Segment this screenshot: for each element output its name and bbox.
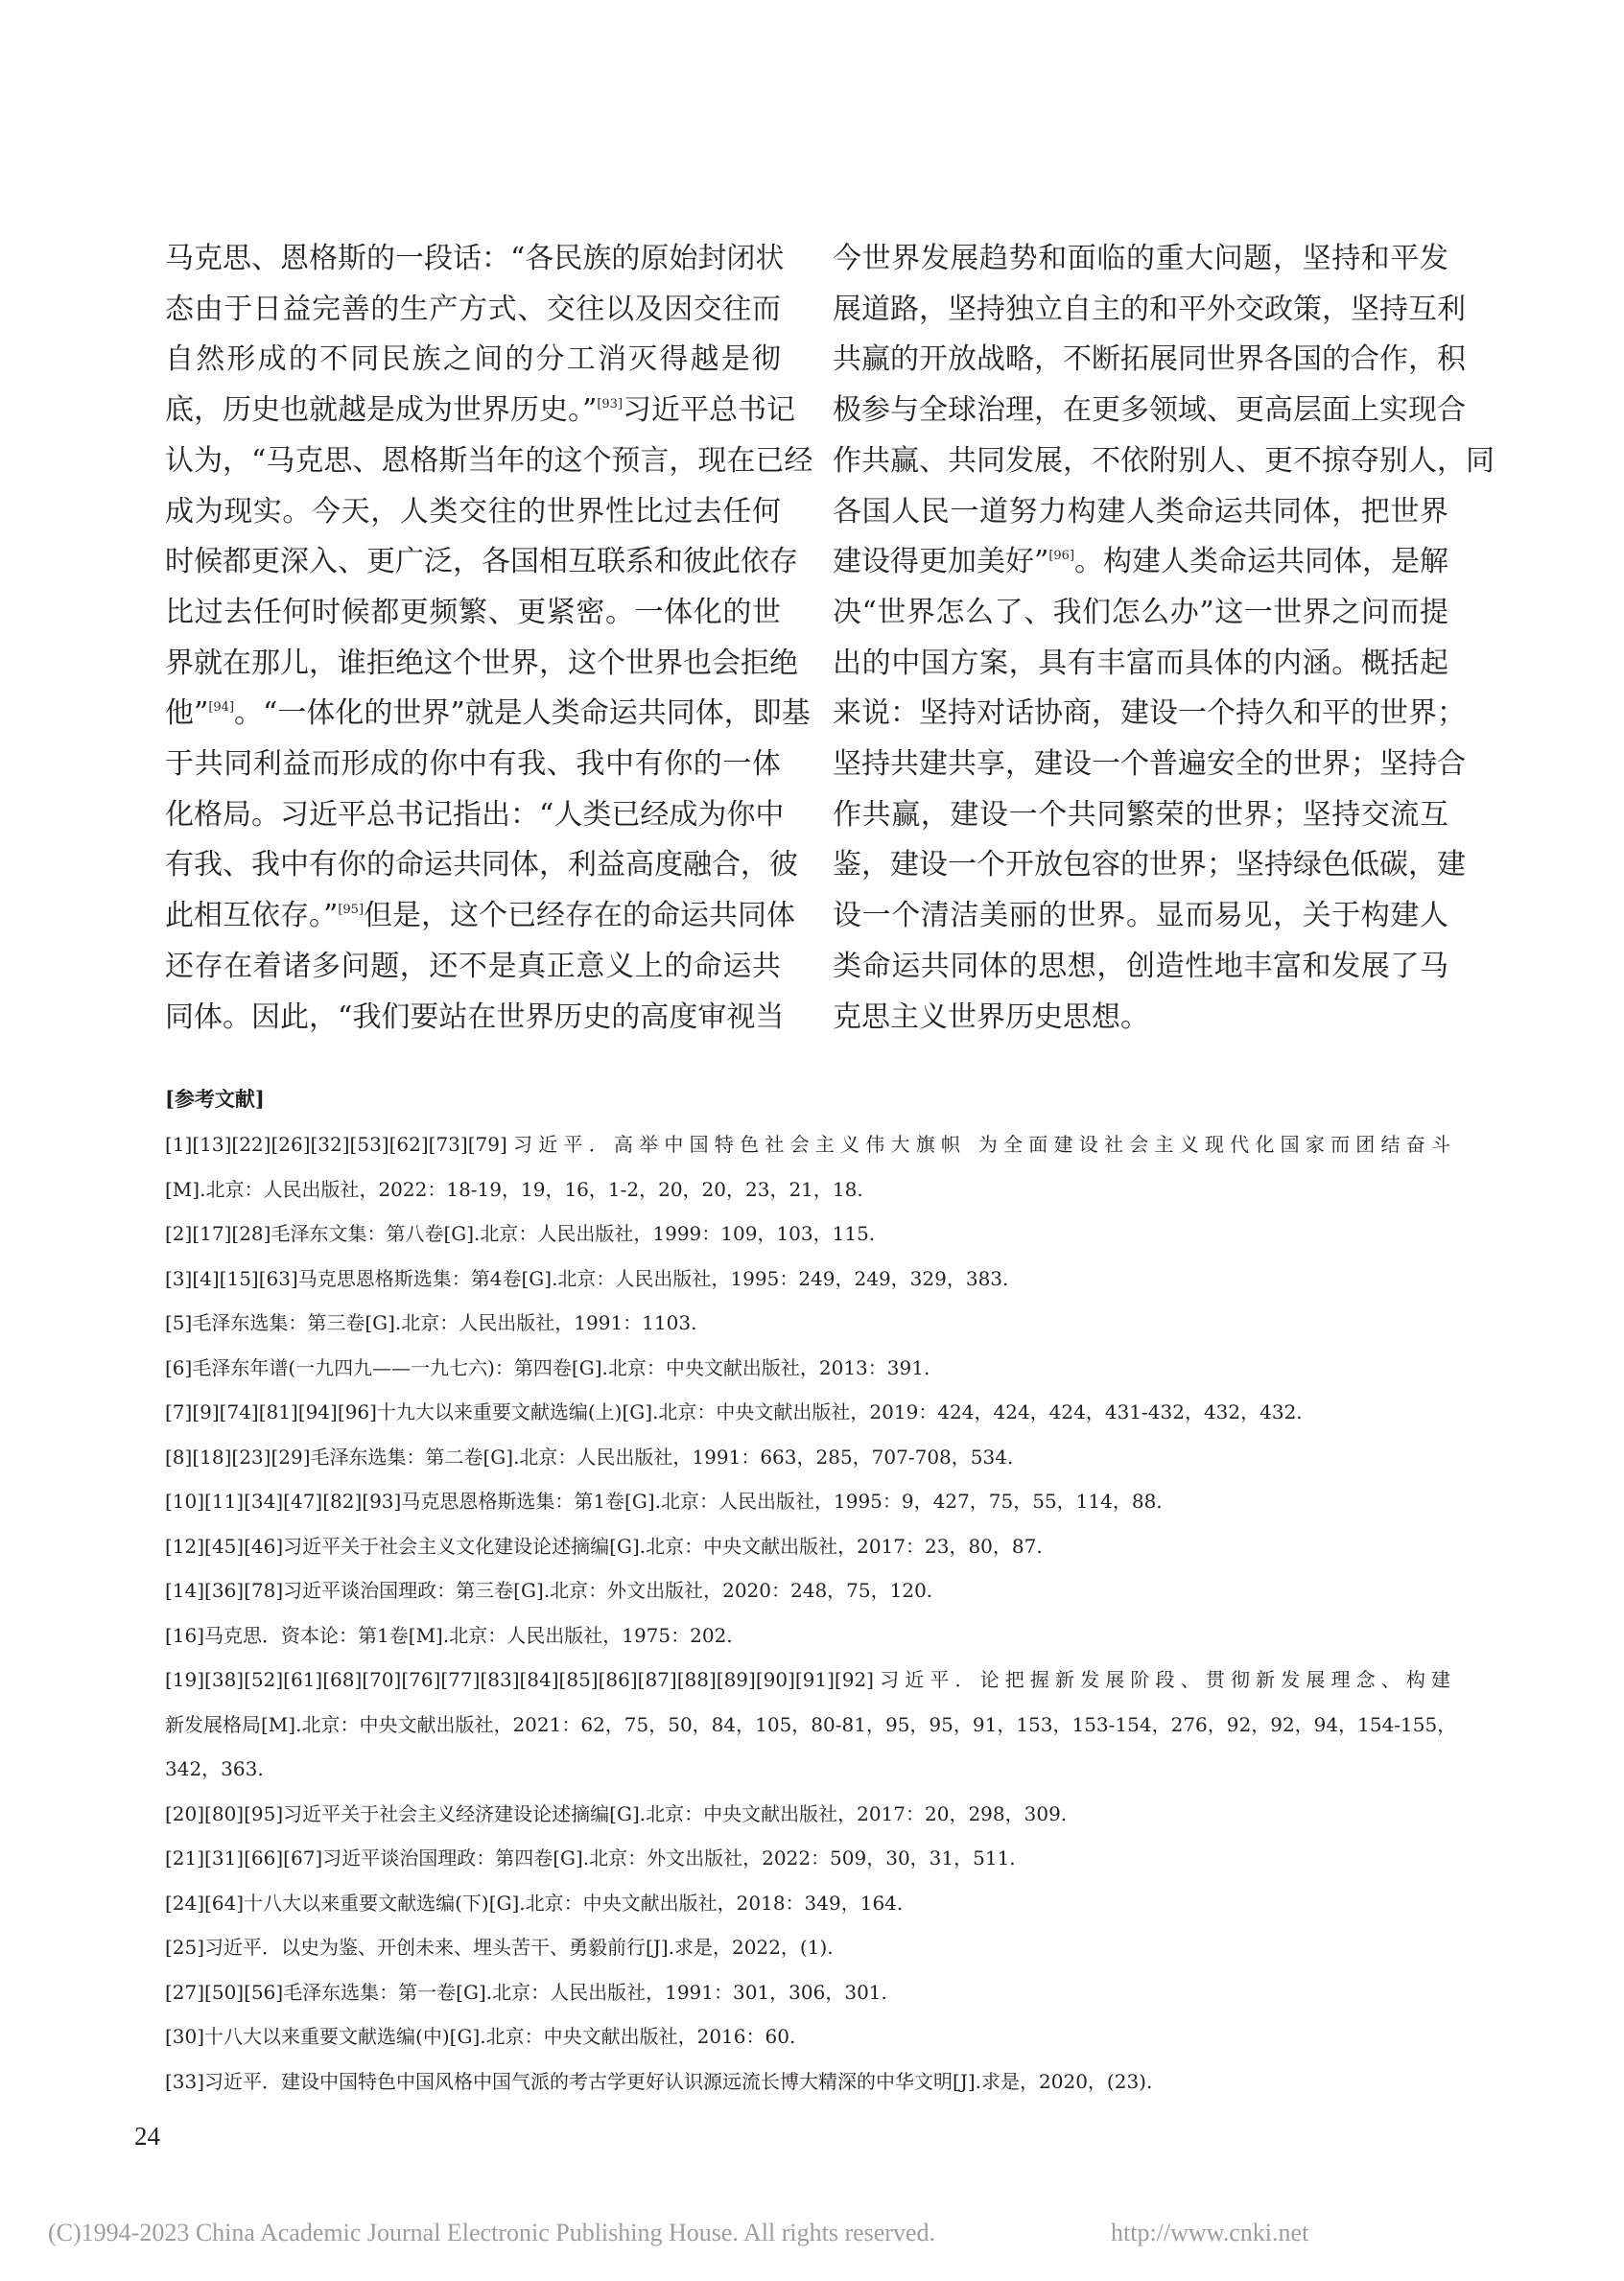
reference-entry: [3][4][15][63]马克思恩格斯选集：第4卷[G].北京：人民出版社，1995：249，249，329，383. (165, 1266, 1009, 1290)
left-column-line: 比过去任何时候都更频繁、更紧密。一体化的世 (165, 595, 781, 629)
reference-entry: 342，363. (165, 1757, 264, 1780)
right-column-line: 出的中国方案，具有丰富而具体的内涵。概括起 (833, 646, 1448, 680)
reference-entry: [6]毛泽东年谱(一九四九——一九七六)：第四卷[G].北京：中央文献出版社，2013：391. (165, 1355, 930, 1379)
reference-entry: [1][13][22][26][32][53][62][73][79]习近平．高举中国特色社会主义伟大旗帜 为全面建设社会主义现代化国家而团结奋斗 (165, 1133, 1450, 1156)
left-column-line: 还存在着诸多问题，还不是真正意义上的命运共 (165, 949, 781, 983)
left-column-line: 马克思、恩格斯的一段话：“各民族的原始封闭状 (165, 242, 785, 275)
left-column-line: 同体。因此，“我们要站在世界历史的高度审视当 (165, 999, 785, 1034)
reference-entry: [30]十八大以来重要文献选编(中)[G].北京：中央文献出版社，2016：60. (165, 2025, 796, 2048)
right-column-line: 鉴，建设一个开放包容的世界；坚持绿色低碳，建 (833, 848, 1466, 882)
reference-entry: [8][18][23][29]毛泽东选集：第二卷[G].北京：人民出版社，1991：663，285，707-708，534. (165, 1445, 1014, 1469)
footer-url-link[interactable]: http://www.cnki.net (1111, 2219, 1309, 2246)
copyright-footer (48, 2216, 1333, 2250)
citation-superscript: [94] (208, 700, 235, 716)
references-list (165, 1122, 1457, 2104)
right-column-line: 类命运共同体的思想，创造性地丰富和发展了马 (833, 949, 1448, 983)
body-text-left-column (165, 234, 813, 1043)
right-column-line: 建设得更加美好”[96]。构建人类命运共同体，是解 (833, 545, 1449, 579)
citation-superscript: [96] (1048, 549, 1075, 564)
reference-entry: [19][38][52][61][68][70][76][77][83][84][85][86][87][88][89][90][91][92]习近平．论把握新发展阶段、贯彻新发展理念、构建 (165, 1668, 1450, 1691)
references-heading: [参考文献] (165, 1087, 265, 1111)
reference-entry: [7][9][74][81][94][96]十九大以来重要文献选编(上)[G].北京：中央文献出版社，2019：424，424，424，431-432，432，432. (165, 1400, 1303, 1423)
left-column-line: 自然形成的不同民族之间的分工消灭得越是彻 (165, 342, 781, 377)
reference-entry: 新发展格局[M].北京：中央文献出版社，2021：62，75，50，84，105，80-81，95，95，91，153，153-154，276，92，92，94，154-155， (165, 1712, 1457, 1736)
left-column-line: 成为现实。今天，人类交往的世界性比过去任何 (165, 494, 781, 529)
right-column-line: 设一个清洁美丽的世界。显而易见，关于构建人 (833, 899, 1448, 933)
reference-entry: [16]马克思．资本论：第1卷[M].北京：人民出版社，1975：202. (165, 1623, 733, 1647)
right-column-line: 展道路，坚持独立自主的和平外交政策，坚持互利 (833, 292, 1466, 326)
right-column-line: 今世界发展趋势和面临的重大问题，坚持和平发 (833, 242, 1448, 275)
page-number: 24 (134, 2122, 160, 2151)
reference-entry: [33]习近平．建设中国特色中国风格中国气派的考古学更好认识源远流长博大精深的中华文明[J].求是，2020，(23). (165, 2069, 1153, 2093)
left-column-line: 态由于日益完善的生产方式、交往以及因交往而 (165, 292, 781, 326)
reference-entry: [M].北京：人民出版社，2022：18-19，19，16，1-2，20，20，23，21，18. (165, 1177, 863, 1201)
right-column-line: 作共赢、共同发展，不依附别人、更不掠夺别人，同 (833, 443, 1495, 478)
right-column-line: 决“世界怎么了、我们怎么办”这一世界之问而提 (833, 595, 1448, 629)
citation-superscript: [93] (597, 397, 624, 412)
right-column-line: 坚持共建共享，建设一个普遍安全的世界；坚持合 (833, 747, 1466, 782)
reference-entry: [14][36][78]习近平谈治国理政：第三卷[G].北京：外文出版社，2020：248，75，120. (165, 1579, 933, 1602)
left-column-line: 他”[94]。“一体化的世界”就是人类命运共同体，即基 (165, 696, 811, 731)
left-column-line: 时候都更深入、更广泛，各国相互联系和彼此依存 (165, 545, 798, 579)
left-column-line: 认为，“马克思、恩格斯当年的这个预言，现在已经 (165, 443, 813, 478)
left-column-line: 此相互依存。”[95]但是，这个已经存在的命运共同体 (165, 899, 796, 933)
reference-entry: [27][50][56]毛泽东选集：第一卷[G].北京：人民出版社，1991：301，306，301. (165, 1980, 887, 2004)
left-column-line: 有我、我中有你的命运共同体，利益高度融合，彼 (165, 848, 798, 882)
reference-entry: [25]习近平．以史为鉴、开创未来、埋头苦干、勇毅前行[J].求是，2022，(1). (165, 1936, 834, 1959)
right-column-line: 共赢的开放战略，不断拓展同世界各国的合作，积 (833, 342, 1466, 377)
body-text-right-column (833, 234, 1495, 1043)
reference-entry: [21][31][66][67]习近平谈治国理政：第四卷[G].北京：外文出版社，2022：509，30，31，511. (165, 1846, 1016, 1869)
left-column-line: 于共同利益而形成的你中有我、我中有你的一体 (165, 747, 781, 782)
reference-entry: [20][80][95]习近平关于社会主义经济建设论述摘编[G].北京：中央文献出版社，2017：20，298，309. (165, 1801, 1068, 1825)
reference-entry: [10][11][34][47][82][93]马克思恩格斯选集：第1卷[G].北京：人民出版社，1995：9，427，75，55，114，88. (165, 1490, 1163, 1513)
right-column-line: 来说：坚持对话协商，建设一个持久和平的世界； (833, 696, 1466, 731)
right-column-line: 各国人民一道努力构建人类命运共同体，把世界 (833, 494, 1448, 529)
copyright-text: (C)1994-2023 China Academic Journal Electronic Publishing House. All rights reserved. (48, 2219, 935, 2246)
citation-superscript: [95] (338, 903, 365, 918)
right-column-line: 极参与全球治理，在更多领域、更高层面上实现合 (833, 393, 1466, 428)
left-column-line: 界就在那儿，谁拒绝这个世界，这个世界也会拒绝 (165, 646, 798, 680)
left-column-line: 底，历史也就越是成为世界历史。”[93]习近平总书记 (165, 393, 796, 428)
reference-entry: [5]毛泽东选集：第三卷[G].北京：人民出版社，1991：1103. (165, 1311, 697, 1334)
reference-entry: [12][45][46]习近平关于社会主义文化建设论述摘编[G].北京：中央文献出版社，2017：23，80，87. (165, 1534, 1043, 1558)
left-column-line: 化格局。习近平总书记指出：“人类已经成为你中 (165, 797, 785, 832)
reference-entry: [2][17][28]毛泽东文集：第八卷[G].北京：人民出版社，1999：109，103，115. (165, 1222, 876, 1245)
right-column-line: 作共赢，建设一个共同繁荣的世界；坚持交流互 (833, 797, 1448, 832)
right-column-line: 克思主义世界历史思想。 (833, 999, 1149, 1034)
reference-entry: [24][64]十八大以来重要文献选编(下)[G].北京：中央文献出版社，2018：349，164. (165, 1891, 904, 1915)
